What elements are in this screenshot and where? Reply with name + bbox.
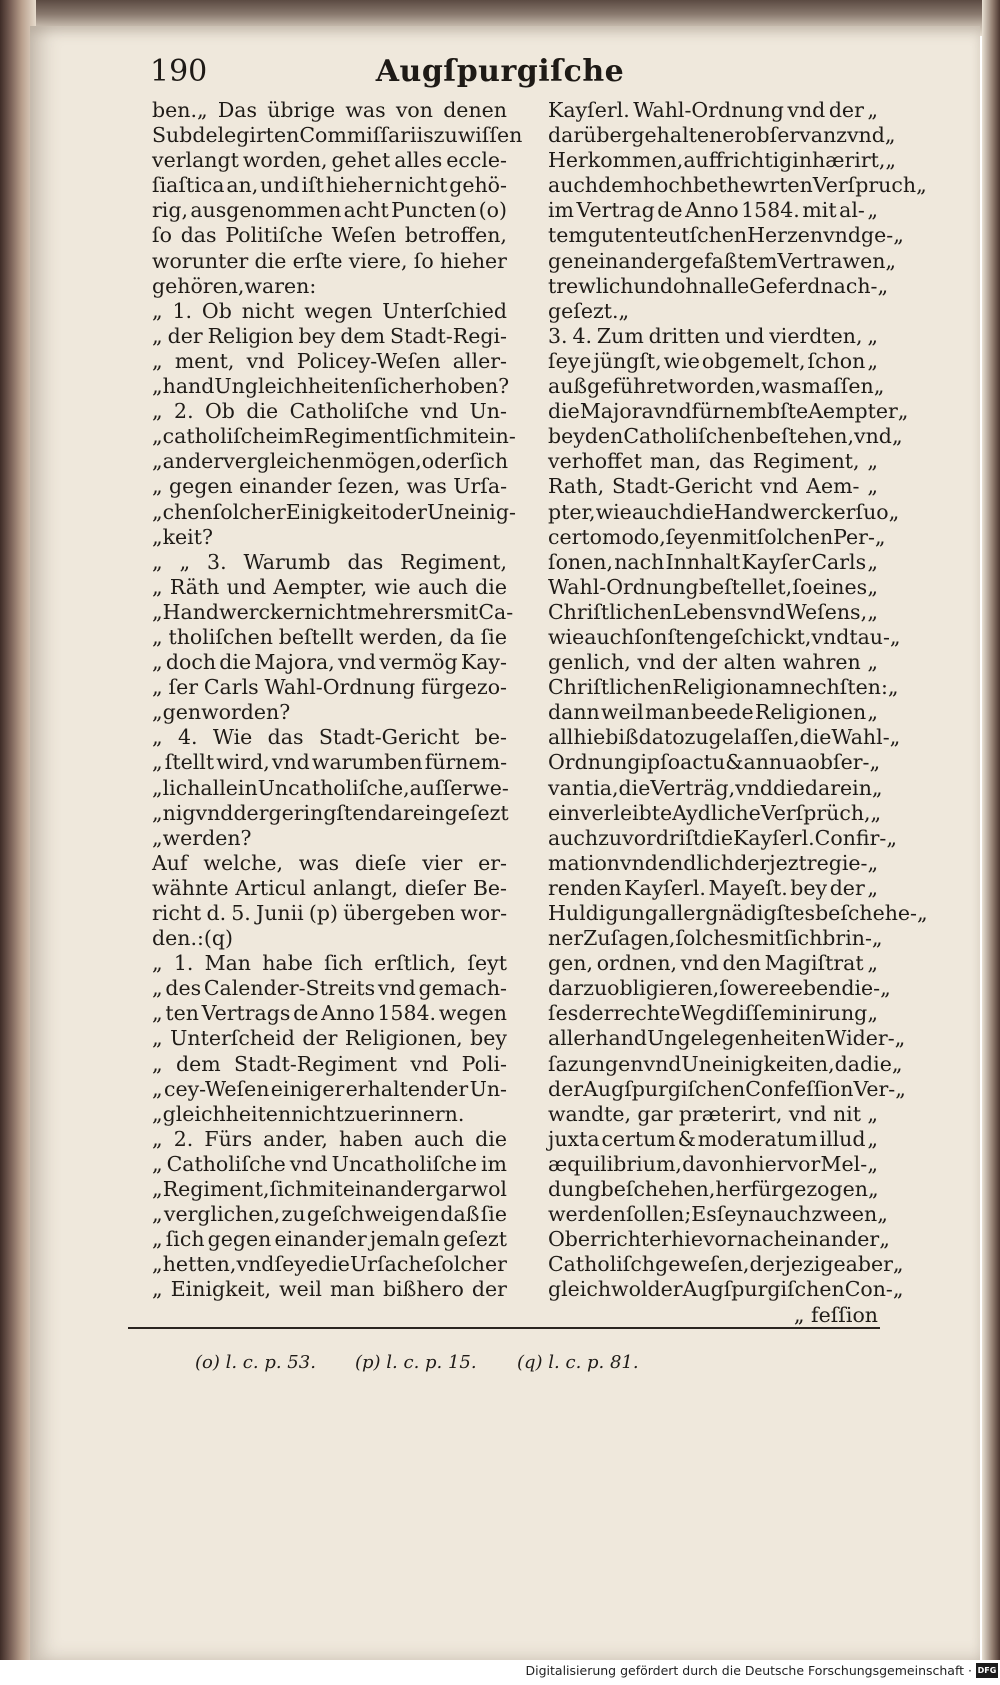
text-line: „ keit? [152,524,213,549]
text-line: Ordnung ipſo actu & annua obſer- „ [548,750,881,775]
text-line: „ doch die Majora, vnd vermög Kay- [152,650,507,675]
text-line: mation vnd endlich der jezt regie- „ [548,850,879,875]
text-line: dung beſchehen, herfür gezogen „ [548,1177,879,1202]
text-line: juxta certum & moderatum illud „ [548,1126,878,1151]
text-line: ſonen, nach Innhalt Kayſer Carls „ [548,549,878,574]
dfg-logo: DFG [976,1663,998,1678]
text-line: auch zuvordriſt die Kayſerl. Confir- „ [548,825,897,850]
text-line: ſo das Politiſche Weſen betroffen, [152,223,507,248]
text-line: ſeye jüngſt, wie obgemelt, ſchon „ [548,348,878,373]
text-line: Herkommen, auffrichtig inhærirt, „ [548,148,897,173]
text-line: Wahl-Ordnung beſtellet, ſo eines „ [548,574,878,599]
text-line: allhie biß dato zugelaſſen, die Wahl- „ [548,725,901,750]
text-line: „ der Religion bey dem Stadt-Regi- [152,323,507,348]
text-line: „ 1. Man habe ſich erſtlich, ſeyt [152,951,507,976]
text-line: auch dem hochbethewrten Verſpruch „ [548,173,927,198]
text-line: „ ſich gegen einander jemaln geſezt [152,1227,507,1252]
text-line: „ ſer Carls Wahl-Ordnung fürgezo- [152,675,507,700]
text-line: pter, wie auch die Handwercker ſuo „ [548,499,900,524]
footnote-p: (p) l. c. p. 15. [355,1352,477,1373]
text-line: gleichwol der Augſpurgiſchen Con- „ [548,1277,904,1302]
text-line: „ Unterſcheid der Religionen, bey [152,1026,507,1051]
text-line: ſiaſtica an, und iſt hieher nicht gehö- [152,173,507,198]
text-line: ſazungen vnd Uneinigkeiten, da die „ [548,1051,903,1076]
text-line: „ cey-Weſen einiger erhaltender Un- [152,1076,507,1101]
text-line: wandte, gar præterirt, vnd nit „ [548,1101,878,1126]
text-line: „ hand Ungleichheiten ſich erhoben? [152,374,510,399]
page-number: 190 [150,54,208,89]
footnote-divider [128,1327,880,1329]
text-line: „ hetten, vnd ſeye die Urſache ſolcher [152,1252,507,1277]
left-text-column [152,98,523,1303]
text-line: „ werden? [152,825,252,850]
text-line: wie auch ſonſten geſchickt, vnd tau- „ [548,624,901,649]
text-line: „ ſtellt wird, vnd warumben fürnem- [152,750,507,775]
text-line: Rath, Stadt-Gericht vnd Aem- „ [548,474,878,499]
text-line: „ 1. Ob nicht wegen Unterſchied [152,298,507,323]
text-line: darzu obligieren, ſo were eben die- „ [548,976,891,1001]
right-text-column [548,98,928,1328]
text-line: ben.„ Das übrige was von denen [152,98,507,122]
text-line: verhoffet man, das Regiment, „ [548,449,878,474]
text-line: „ Catholiſche vnd Uncatholiſche im [152,1151,507,1176]
text-line: Oberrichter hievor nacheinander „ [548,1227,890,1252]
text-line: geſezt. „ [548,298,630,323]
text-line: „ tholiſchen beſtellt werden, da ſie [152,624,507,649]
text-line: certo modo, ſeyen mit ſolchen Per- „ [548,524,886,549]
text-line: richt d. 5. Junii (p) übergeben wor- [152,901,507,925]
text-line: „ „ 3. Warumb das Regiment, [152,549,507,574]
text-line: Chriſtlichen Religion am nechſten: „ [548,675,899,700]
text-line: „ Räth und Aempter, wie auch die [152,574,507,599]
text-line: Subdelegirten Commiſſariis zu wiſſen [152,123,523,148]
text-line: Catholiſch geweſen, der jezige aber „ [548,1252,904,1277]
text-line: einverleibte Aydliche Verſprüch, „ [548,800,882,825]
text-line: „ chen ſolcher Einigkeit oder Uneinig- [152,499,516,524]
text-line: gen einander gefaßtem Vertrawen „ [548,248,897,273]
text-line: tem guten teutſchen Herzen vnd ge- „ [548,223,904,248]
text-line: „ dem Stadt-Regiment vnd Poli- [152,1051,507,1076]
text-line: allerhand Ungelegenheiten Wider- „ [548,1026,906,1051]
text-line: „ gen worden? [152,700,291,725]
text-line: „ ten Vertrags de Anno 1584. wegen [152,1001,507,1026]
text-line: „ ander vergleichen mögen, oder ſich [152,449,509,474]
text-line: „ ment, vnd Policey-Weſen aller- [152,348,507,373]
text-line: dann weil man beede Religionen „ [548,700,878,725]
text-line: trewlich und ohn alle Geferd nach- „ [548,273,889,298]
text-line: vantia, die Verträg, vnd die darein „ [548,775,883,800]
text-line: die Majora vnd fürnembſte Aempter „ [548,399,909,424]
text-line: „ Handwercker nicht mehrers mit Ca- [152,599,514,624]
text-line: bey den Catholiſchen beſtehen, vnd „ [548,424,903,449]
text-line: „ Einigkeit, weil man bißhero der [152,1277,507,1302]
text-line: im Vertrag de Anno 1584. mit al- „ [548,198,878,223]
text-line: gen, ordnen, vnd den Magiſtrat „ [548,951,878,976]
text-line: werden ſollen; Es ſeyn auch zween „ [548,1202,888,1227]
footnote-q: (q) l. c. p. 81. [517,1352,639,1373]
text-line: rig, ausgenommen acht Puncten (o) [152,198,507,223]
text-line: verlangt worden, gehet alles eccle- [152,148,507,173]
text-line: „ lich allein Uncatholiſche, auſſer we- [152,775,509,800]
text-line: Chriſtlichen Lebens vnd Weſens, „ [548,599,878,624]
text-line: gehören, waren: [152,273,317,298]
text-line: „ 2. Fürs ander, haben auch die [152,1126,507,1151]
text-line: „ des Calender-Streits vnd gemach- [152,976,507,1001]
text-line: „ 4. Wie das Stadt-Gericht be- [152,725,507,750]
text-line: ner Zuſagen, ſolches mit ſich brin- „ [548,926,883,951]
text-line: Huldigung allergnädigſtes beſchehe- „ [548,901,928,925]
footnote-o: (o) l. c. p. 53. [195,1352,316,1373]
text-line: wähnte Articul anlangt, dieſer Be- [152,875,507,900]
text-line: „ Regiment, ſich miteinander gar wol [152,1177,507,1202]
text-line: æquilibrium, davon hiervor Mel- „ [548,1151,878,1176]
catchword: „ feſſion [793,1302,878,1327]
text-line: „ catholiſche im Regiment ſich mit ein- [152,424,516,449]
text-line: den.: (q) [152,926,234,951]
text-line: „ gleichheiten nicht zu erinnern. [152,1101,465,1126]
running-title: Augſpurgiſche [375,54,625,89]
book-binding-right [982,0,1000,1660]
text-line: „ verglichen, zu geſchweigen daß ſie [152,1202,507,1227]
text-line: Auf welche, was dieſe vier er- [152,850,507,875]
page-header [150,54,850,98]
text-line: „ gegen einander ſezen, was Urſa- [152,474,507,499]
text-line: Kayſerl. Wahl-Ordnung vnd der „ [548,98,878,122]
text-line: der Augſpurgiſchen Confeſſion Ver- „ [548,1076,906,1101]
text-line: außgeführet worden, was maſſen „ [548,374,885,399]
text-line: darüber gehaltener obſervanz vnd „ [548,123,896,148]
text-line: „ nig vnd der geringſten darein geſezt [152,800,509,825]
text-line: renden Kayſerl. Mayeſt. bey der „ [548,875,878,900]
footnotes [195,1352,715,1382]
digitization-credit: Digitalisierung gefördert durch die Deutsche Forschungsgemeinschaft · [525,1663,972,1678]
text-line: ſes der rechte Weg diſſeminirung „ [548,1001,878,1026]
text-line: „ 2. Ob die Catholiſche vnd Un- [152,399,507,424]
text-line: genlich, vnd der alten wahren „ [548,650,878,675]
text-line: worunter die erſte viere, ſo hieher [152,248,507,273]
text-line: 3. 4. Zum dritten und vierdten, „ [548,323,878,348]
